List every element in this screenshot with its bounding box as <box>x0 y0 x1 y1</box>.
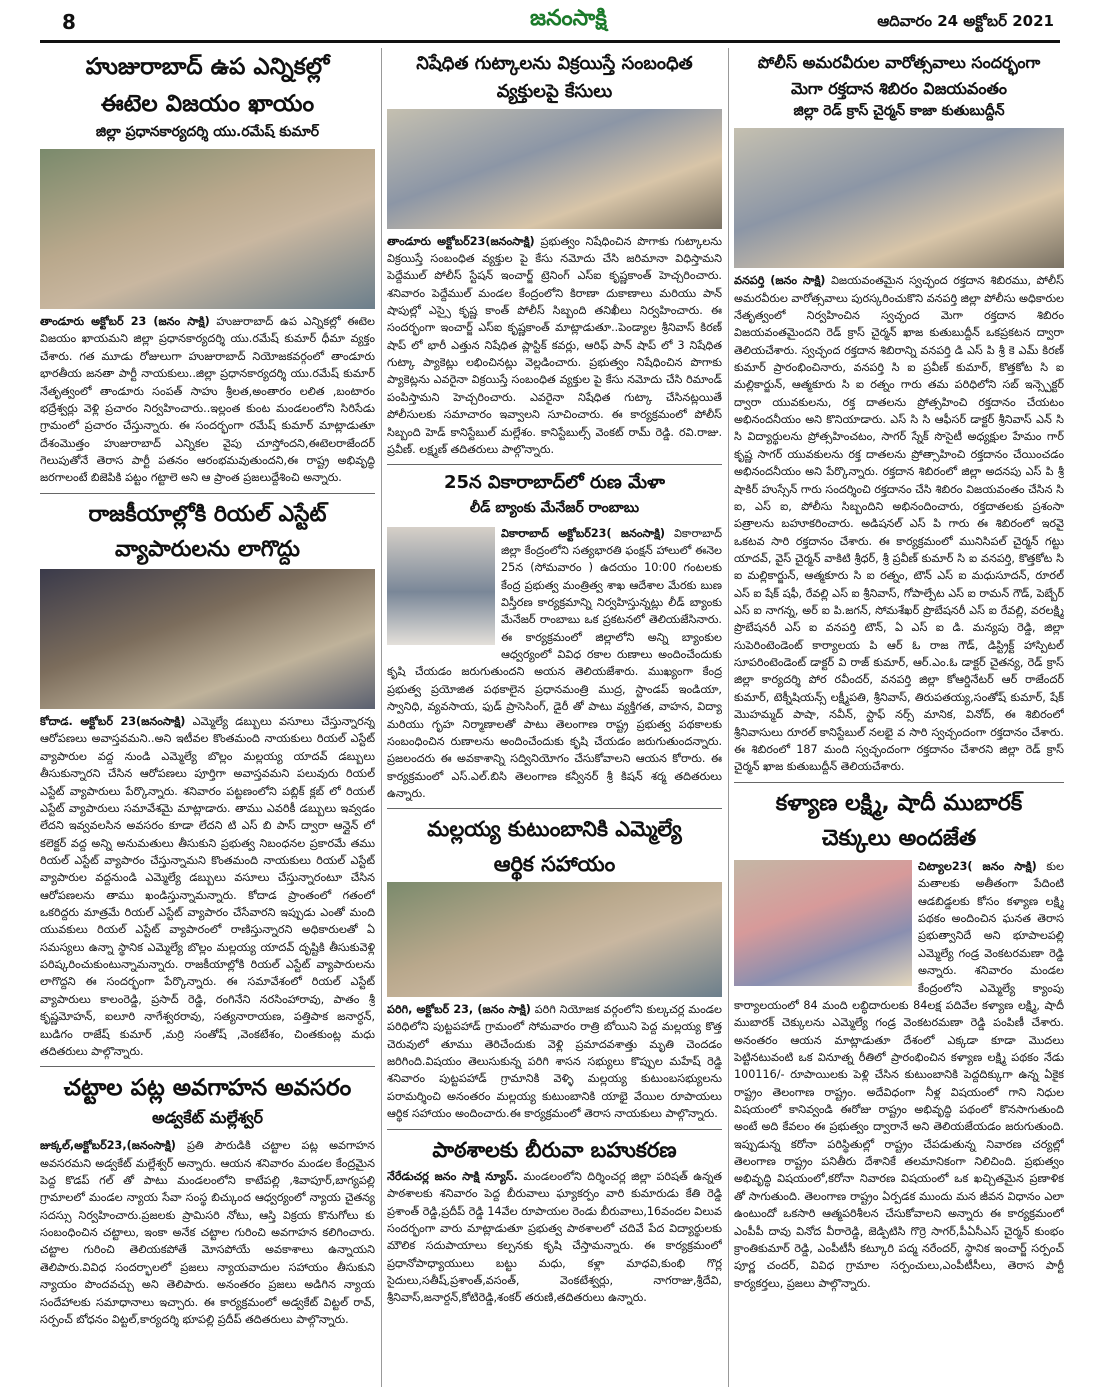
header-rule <box>40 40 1060 43</box>
article-body: చిట్యాల23( జనం సాక్షి) కుల మతాలకు అతీతంగా పేదింటి ఆడబిడ్డలకు కోసం కళ్యాణ లక్ష్మి పథకం అందించిన ఘనత తెరాస ప్రభుత్వానిదే అని భూపాలపల్లి ఎమ్మెల్యే గండ్ర వెంకటరమణా రెడ్డి అన్నారు. శనివారం మండల కేంద్రంలోని ఎమ్మెల్యే క్యాంపు కార్యాలయంలో 84 మంది లబ్ధిదారులకు 84లక్ష పదివేల కళ్యాణ లక్ష్మి, షాదీ ముబారక్ చెక్కులను ఎమ్మెల్యే గండ్ర వెంకటరమణా రెడ్డి పంపిణీ చేశారు. అనంతరం ఆయన మాట్లాడుతూ దేశంలో ఎక్కడా కూడా మొదలు పెట్టినటువంటి ఒక వినూత్న రీతిలో ప్రారంభించిన కళ్యాణ లక్ష్మి పథకం నేడు 100116/- రూపాయిలకు పెళ్లి చేసిన కుటుంబానికి పెద్దదిక్కుగా ఉన్న ఏకైక రాష్ట్రం తెలంగాణ రాష్ట్రం. అదేవిధంగా నీళ్ల విషయంలో గాని నిధుల విషయంలో కానివ్వండి ఈరోజు రాష్ట్రం అభివృద్ధి పథంలో కొనసాగుతుంది అంటే అది కేవలం ఈ ప్రభుత్వం ద్వారానే అని తెలియజేయడం జరుగుతుంది. ఇప్పుడున్న కరోనా పరిస్థితుల్లో రాష్ట్రం చేపడుతున్న నివారణ చర్యల్లో తెలంగాణ రాష్ట్రం పనితీరు దేశానికే తలమానికంగా నిలిచింది. ప్రభుత్వం అభివృద్ధి విషయంలో,కరోనా నివారణ విషయంలో ఒక ఖచ్చితమైన ప్రణాళిక తో సాగుతుంది. తెలంగాణ రాష్ట్రం ఏర్పడక ముందు మన జీవన విధానం ఎలా ఉంటుందో ఒకసారి ఆత్మపరిశీలన చేసుకోవాలని అన్నారు ఈ కార్యక్రమంలో ఎంపీపీ దావు వినోద వీరారెడ్డి, జెడ్పిటిసి గొర్రె సాగర్,పీఏసీఎస్ చైర్మన్ కుంభం క్రాంతికుమార్ రెడ్డి, ఎంపీటీసీ కట్కూరి పద్మ నరేందర్, స్థానిక ఇంచార్జ్ సర్పంచ్ పూర్ణ చందర్, వివిధ గ్రామాల సర్పంచులు,ఎంపీటీసీలు, తెరాస పార్టీ కార్యకర్తలు, ప్రజలు పాల్గొన్నారు. <box>734 859 1064 1290</box>
article-photo <box>734 128 1064 268</box>
column-left <box>40 48 375 1387</box>
article-photo <box>387 109 722 229</box>
byline: వికారాబాద్ అక్టోబర్23( జనంసాక్షి) <box>501 526 666 540</box>
article-body: వికారాబాద్ అక్టోబర్23( జనంసాక్షి) వికారాబాద్ జిల్లా కేంద్రంలోని సత్యభారతి ఫంక్షన్ హాలులో ఈనెల 25న (సోమవారం ) ఉదయం 10:00 గంటలకు కేంద్ర ప్రభుత్వ మంత్రిత్వ శాఖ ఆదేశాల మేరకు బుణ విస్తీరణ కార్యక్రమాన్ని నిర్వహిస్తున్నట్లు లీడ్ బ్యాంకు మేనేజర్ రాంబాబు ఒక ప్రకటనలో తెలియజేసినారు. ఈ కార్యక్రమంలో జిల్లాలోని అన్ని బ్యాంకుల ఆధ్వర్యంలో వివిధ రకాల రుణాలు అందించేందుకు కృషి చేయడం జరుగుతుందని అయన తెలియజేశారు. ముఖ్యంగా కేంద్ర ప్రభుత్వ ప్రయోజిత పథకాలైన ప్రధానమంత్రి ముద్ర, స్టాండప్ ఇండియా, స్వానిధి, వ్యవసాయ, ఫుడ్ ప్రాసెసింగ్, డైరీ తో పాటు వ్యక్తిగత, వాహన, విద్యా మరియు గృహ నిర్మాణాలతో పాటు తెలంగాణ రాష్ట్ర ప్రభుత్వ పథకాలకు సంబంధించిన రుణాలను అందించేందుకు కృషి చేయడం జరుగుతుందన్నారు. ప్రజలందరు ఈ అవకాశాన్ని సద్వినియోగం చేసుకోవాలని ఆయన కోరారు. ఈ కార్యక్రమంలో ఎస్.ఎల్.బిసి తెలంగాణ కన్వీనర్ శ్రీ కిషన్ శర్మ తదితరులు ఉన్నారు. <box>387 526 722 800</box>
subheadline: జిల్లా ప్రధానకార్యదర్శి యు.రమేష్ కుమార్ <box>95 124 320 141</box>
headline: మల్లయ్య కుటుంబానికి ఎమ్మెల్యే <box>427 817 682 842</box>
article-body: నేరేడుచర్ల జనం సాక్షి న్యూస్. మండలంలోని దిర్శించర్ల జిల్లా పరిషత్ ఉన్నత పాఠశాలకు శనివారం పెద్ద బీరువాలు ఘ్యాకర్పం వారి కుమారుడు కేతి రెడ్డి ప్రశాంత్ రెడ్డి,ప్రదీప్ రెడ్డి 14వేల రూపాయల రెండు బీరువాలు,16వందల విలువ సందర్భంగా వారు మాట్లాడుతూ ప్రభుత్వ పాఠశాలలో చదివే పేద విద్యార్థులకు మౌలిక సదుపాయాలు కల్పనకు కృషి చేస్తామన్నారు. ఈ కార్యక్రమంలో ప్రధానోపాధ్యాయులు బట్టు మధు, కళ్లా మాధవి,కుంభి గొర్ల సైదులు,సతీష్,ప్రశాంత్,వసంత్, వెంకటేశ్వర్లు, నాగరాజు,శ్రీదేవి, శ్రీనివాస్,జనార్దన్,కోటిరెడ్డి,శంకర్ తరుణి,తదితరులు ఉన్నారు. <box>387 1169 722 1305</box>
byline: జుక్కల్,అక్టోబర్23,(జనంసాక్షి) <box>40 1139 176 1153</box>
article-separator <box>734 782 1064 783</box>
article-separator <box>40 1066 375 1067</box>
headline: రాజకీయాల్లోకి రియల్ ఎస్టేట్ <box>88 501 327 527</box>
headline: పాఠశాలకు బీరువా బహుకరణ <box>432 1137 677 1162</box>
headline: కళ్యాణ లక్ష్మి, షాదీ ముబారక్ <box>775 790 1023 816</box>
article-real-estate <box>40 500 375 1061</box>
subheadline: లీడ్ బ్యాంకు మేనేజర్ రాంబాబు <box>469 499 640 516</box>
article-photo <box>734 860 912 986</box>
article-separator <box>40 493 375 494</box>
headline: పోలీస్ అమరవీరుల వారోత్సవాలు సందర్భంగా <box>757 53 1041 72</box>
headline: హుజురాబాద్ ఉప ఎన్నికల్లో <box>85 54 330 80</box>
headline: 25న వికారాబాద్‌లో రుణ మేళా <box>443 472 666 494</box>
headline: చట్టాల పట్ల అవగాహన అవసరం <box>63 1075 352 1102</box>
column-center <box>387 48 722 1387</box>
issue-date: ఆదివారం 24 అక్టోబర్ 2021 <box>877 12 1054 30</box>
article-photo <box>387 882 722 997</box>
headline: ఆర్థిక సహాయం <box>493 851 616 876</box>
article-huzurabad <box>40 52 375 487</box>
article-mallayya-aid <box>387 815 722 1122</box>
headline: వ్యక్తులపై కేసులు <box>496 81 613 103</box>
subheadline: అడ్వకేట్ మల్లేశ్వర్ <box>151 1108 264 1128</box>
column-divider <box>381 48 382 1387</box>
headline: నిషేధిత గుట్కాలను విక్రయిస్తే సంబంధిత <box>416 53 693 74</box>
article-photo <box>40 569 375 709</box>
article-body: పరిగి, అక్టోబర్ 23, (జనం సాక్షి) పరిగి నియోజక వర్గంలోని కుల్కచర్ల మండల పరిధిలోని పుట్టపహాడ్ గ్రామంలో సోమవారం రాత్రి బోయిని పెద్ద మల్లయ్య కొత్త చెరువులో తూము తెరిచేందుకు వెళ్లి ప్రమాదవశాత్తు మృతి చెందడం జరిగింది.విషయం తెలుసుకున్న పరిగి శాసన సభ్యులు కొప్పుల మహేష్ రెడ్డి శనివారం పుట్టపహాడ్ గ్రామానికి వెళ్ళి మల్లయ్య కుటుంబసభ్యులను పరామర్శించి అనంతరం మల్లయ్య కుటుంబానికి యాభై వేయిల రూపాయలు ఆర్థిక సహాయం అందించారు.ఈ కార్యక్రమంలో తెరాస నాయకులు పాల్గొన్నారు. <box>387 1003 722 1121</box>
column-divider <box>728 48 729 1387</box>
article-blood-donation <box>734 52 1064 776</box>
newspaper-logo: జనంసాక్షి <box>530 6 607 31</box>
article-school-almirah <box>387 1136 722 1307</box>
article-body: జుక్కల్,అక్టోబర్23,(జనంసాక్షి) ప్రతి పౌరుడికి చట్టాల పట్ల అవగాహన అవసరమని అడ్వకేట్ మల్లేశ్వర్ అన్నారు. ఆయన శనివారం మండల కేంద్రమైన పెద్ద కొడప్ గల్ తో పాటు మండలంలోని కాటేపల్లి ,శివాపూర్,బాగ్యపల్లి గ్రామాలలో మండల న్యాయ సేవా సంస్థ బిచ్కుంద ఆధ్వర్యంలో న్యాయ చైతన్య సదస్సు నిర్వహించారు.ప్రజలకు ప్రామిసరి నోటు, ఆస్తి విక్రయ కొనుగోలు కు సంబంధించిన చట్టాలు, ఇంకా అనేక చట్టాల గురించి అవగాహన కలిగించారు. చట్టాల గురించి తెలియకపోతే మోసపోయే అవకాశాలు ఉన్నాయని తెలిపారు.వివిధ సందర్భాలలో ప్రజలు న్యాయవాదుల సహాయం తీసుకుని న్యాయం పొందవచ్చు అని తెలిపారు. అనంతరం ప్రజలు అడిగిన న్యాయ సందేహాలకు సమాధానాలు ఇచ్చారు. ఈ కార్యక్రమంలో అడ్వకేట్ విట్టల్ రావ్, సర్పంచ్ బోధనం విట్టల్,కార్యదర్శి భూపల్లి ప్రదీప్ తదితరులు పాల్గొన్నారు. <box>40 1139 375 1326</box>
headline: మెగా రక్తదాన శిబిరం విజయవంతం <box>790 78 1008 98</box>
article-separator <box>387 1129 722 1130</box>
article-separator <box>387 808 722 809</box>
article-body: వనపర్తి (జనం సాక్షి) విజయవంతమైన స్వచ్ఛంద రక్తదాన శిబిరము, పోలీస్ అమరవీరుల వారోత్సవాలు పురస్కరించుకొని వనపర్తి జిల్లా పోలీసు అధికారుల నేతృత్వంలో నిర్వహించిన స్వచ్ఛంద మెగా రక్తదాన శిబిరం విజయవంతమైందని రెడ్ క్రాస్ చైర్మన్ ఖాజ కుతుబుద్దీన్ ఒకప్రకటన ద్వారా తెలియచేశారు. స్వచ్ఛంద రక్తదాన శిబిరాన్ని వనపర్తి డి ఎస్ పి శ్రీ కె ఎమ్ కిరణ్ కుమార్ ప్రారంభించినారు, వనపర్తి సి ఐ ప్రవీణ్ కుమార్, కొత్తకోట సి ఐ మల్లికార్జున్, ఆత్మకూరు సి ఐ రత్నం గారు తమ పరిధిలోని సబ్ ఇన్స్పెక్టర్ ద్వారా యువకులను, రక్త దాతలను ప్రోత్సహించి రక్తదానం చేయటం అభినందనీయం అని కొనియాడారు. ఎస్ సి సి ఆఫీసర్ డాక్టర్ శ్రీనివాస్ ఎన్ సి సి విద్యార్థులను ప్రోత్సహించటం, సాగర్ స్నేక్ సొసైటీ అధ్యక్షుల హేమం గార్ కృష్ణ సాగర్ యువకులను రక్త దాతలను ప్రోత్సాహించి రక్తదానం చేయించడం అభినందనీయం అని పేర్కొన్నారు. రక్తదాన శిబిరంలో జిల్లా అదనపు ఎస్ పి శ్రీ షాకిర్ హుస్సేన్ గారు సందర్శించి రక్తదానం చేసి శిబిరం విజయవంతం చేసిన సి ఐ, ఎస్ ఐ, పోలీసు సిబ్బందిని అభినందించారు, రక్తదాతలకు ప్రశంసా పత్రాలను బహూకరించారు. అడిషనల్ ఎస్ పి గారు ఈ శిబిరంలో ఇరవై ఒకటవ సారి రక్తదానం చేశారు. ఈ కార్యక్రమంలో మునిసిపల్ చైర్మన్ గట్టు యాదవ్, వైస్ చైర్మన్ వాకిటి శ్రీధర్, శ్రీ ప్రవీణ్ కుమార్ సి ఐ వనపర్తి, కొత్తకోట సి ఐ మల్లికార్జున్, ఆత్మకూరు సి ఐ రత్నం, టౌన్ ఎస్ ఐ మధుసూదన్, రూరల్ ఎస్ ఐ షేక్ షఫీ, రేవల్లి ఎస్ ఐ శ్రీనివాస్, గోపాల్పేట ఎస్ ఐ రామన్ గౌడ్, పెబ్బేర్ ఎస్ ఐ నాగన్న, అర్ ఐ పి.జగన్, సోమశేఖర్ ప్రొబేషనరీ ఎస్ ఐ రేవల్లి, వరలక్ష్మి ప్రొబేషనరీ ఎస్ ఐ వనపర్తి టౌన్, ఏ ఎస్ ఐ డి. మన్యపు రెడ్డి, జిల్లా సుపెరింటెండెంట్ కార్యాలయ పి ఆర్ ఓ రాజ గౌడ్, డిస్ట్రిక్ట్ హాస్పిటల్ సూపరింటెండెంట్ డాక్టర్ వి రాజ్ కుమార్, ఆర్.ఎం.ఓ డాక్టర్ చైతన్య, రెడ్ క్రాస్ జిల్లా కార్యదర్శి పోర రవీందర్, వనపర్తి జిల్లా కోఆర్డినేటర్ ఆర్ రాజేందర్ కుమార్, టెక్నీషియన్స్ లక్ష్మీపతి, శ్రీనివాస్, తిరుపతయ్య,సంతోష్ కుమార్, షేక్ మొహమ్మద్ పాషా, నవీన్, స్టాఫ్ నర్స్ మానిక, వినోద్, ఈ శిబిరంలో శ్రీనివాసులు రూరల్ కానిస్టేబుల్ నలభై వ సారి స్వచ్చందంగా రక్తదానం చేశారు. ఈ శిబిరంలో 187 మంది స్వచ్ఛందంగా రక్తదానం చేశారని జిల్లా రెడ్ క్రాస్ చైర్మన్ ఖాజ కుతుబుద్దీన్ తెలియచేశారు. <box>734 274 1064 774</box>
byline: చిట్యాల23( జనం సాక్షి) <box>918 859 1037 873</box>
article-gutka <box>387 52 722 458</box>
column-right <box>734 48 1064 1387</box>
article-separator <box>387 464 722 465</box>
subheadline: జిల్లా రెడ్ క్రాస్ చైర్మన్ కాజా కుతుబుద్దీన్ <box>793 103 1005 120</box>
article-body: తాండూరు అక్టోబర్23(జనంసాక్షి) ప్రభుత్వం నిషేధించిన పొగాకు గుట్కాలను విక్రయిస్తే సంబంధిత వ్యక్తుల పై కేసు నమోదు చేసి జరిమానా విధిస్తామని పెద్దేముల్ పోలీస్ స్టేషన్ ఇంచార్జ్ ట్రెనింగ్ ఎస్ఐ కృష్ణకాంత్ హెచ్చరించారు. శనివారం పెద్దేముల్ మండల కేంద్రంలోని కిరాణా దుకాణాలు మరియు పాన్ షాపుల్లో ఎస్సై కృష్ణ కాంత్ పోలీస్ సిబ్బంది తనిఖీలు నిర్వహించారు. ఈ సందర్భంగా ఇంచార్జ్ ఎస్ఐ కృష్ణకాంత్ మాట్లాడుతూ..పెండ్యాల శ్రీనివాస్ కిరణ్ షాప్ లో భారీ ఎత్తున నిషేధిత ప్లాస్టిక్ కవర్లు, ఆరిఫ్ పాన్ షాప్ లో 3 నిషేధిత గుట్కా ప్యాకెట్లు లభించినట్లు వెల్లడించారు. ప్రభుత్వం నిషేధించిన పొగాకు ప్యాకెట్లను ఎవరైనా విక్రయిస్తే సంబంధిత వ్యక్తుల పై కేసు నమోదు చేసి రిమాండ్ పంపిస్తామని హెచ్చరించారు. ఎవరైనా నిషేధిత గుట్కా చేసినట్లయితే పోలీసులకు సమాచారం ఇవ్వాలని సూచించారు. ఈ కార్యక్రమంలో పోలీస్ సిబ్బంది హెడ్ కానిస్టేబుల్ మల్లేశం. కానిస్టేబుల్స్ వెంకట్ రామ్ రెడ్డి. రవి.రాజు. ప్రవీణ్. లక్ష్మణ్ తదితరులు పాల్గొన్నారు. <box>387 234 722 456</box>
headline: వ్యాపారులను లాగొద్దు <box>114 537 301 563</box>
article-laws-awareness <box>40 1073 375 1328</box>
article-loan-mela <box>387 471 722 802</box>
headline: ఈటెల విజయం ఖాయం <box>100 91 315 118</box>
byline: తాండూరు అక్టోబర్23(జనంసాక్షి) <box>387 234 535 248</box>
portrait-photo <box>387 527 495 645</box>
byline: వనపర్తి (జనం సాక్షి) <box>734 274 826 288</box>
article-body: తాండూరు అక్టోబర్ 23 (జనం సాక్షి) హుజురాబాద్ ఉప ఎన్నికల్లో ఈటెల విజయం ఖాయమని జిల్లా ప్రధానకార్యదర్శి యు.రమేష్ కుమార్ ధీమా వ్యక్తం చేశారు. గత మూడు రోజులుగా హుజురాబాద్ నియోజకవర్గంలో తాండూరు భారతీయ జనతా పార్టీ నాయకులు..జిల్లా ప్రధానకార్యదర్శి యు.రమేష్ కుమార్ నేతృత్వంలో తాండూరు సంపత్ సాహు శ్రీలత,అంతారం లలిత ,బంటారం భద్రేశ్వర్లు వెళ్లి ప్రచారం నిర్వహించారు..ఇల్లంత కుంట మండలంలోని సిరిసేడు గ్రామంలో ప్రచారం చేస్తున్నారు. ఈ సందర్భంగా రమేష్ కుమార్ మాట్లాడుతూ దేశంమొత్తం హుజురాబాద్ ఎన్నికల వైపు చూస్తోందని,ఈటెలరాజేందర్ గెలుపుతోనే తెరాస పార్టీ పతనం ఆరంభమవుతుందని,ఈ రాష్ట్ర అభివృద్ధి జరగాలంటే బిజెపికి పట్టం గట్టాలె అని ఆ ప్రాంత ప్రజలుద్దేశించి అన్నారు. <box>40 315 375 485</box>
page-number: 8 <box>62 10 76 34</box>
headline: చెక్కులు అందజేత <box>821 826 977 852</box>
byline: నేరేడుచర్ల జనం సాక్షి న్యూస్. <box>387 1169 518 1183</box>
byline: కోదాడ. అక్టోబర్ 23(జనంసాక్షి) <box>40 715 186 729</box>
article-body: కోదాడ. అక్టోబర్ 23(జనంసాక్షి) ఎమ్మెల్యే డబ్బులు వసూలు చేస్తున్నారన్న ఆరోపణలు అవాస్తవమని..అని ఇటీవల కొంతమంది నాయకులు రియల్ ఎస్టేట్ వ్యాపారుల వద్ద నుండి ఎమ్మెల్యే బొల్లం మల్లయ్య యాదవ్ డబ్బులు తీసుకున్నారని చేసిన ఆరోపణలు పూర్తిగా అవాస్తవమని పలువురు రియల్ ఎస్టేట్ వ్యాపారులు పేర్కొన్నారు. శనివారం పట్టణంలోని పబ్లిక్ క్లబ్ లో రియల్ ఎస్టేట్ వ్యాపారులు సమావేశమై మాట్లాడారు. తాము ఎవరికీ డబ్బులు ఇవ్వడం లేదని ఇవ్వవలసిన అవసరం కూడా లేదని టి ఎస్ బి పాస్ ద్వారా ఆన్లైన్ లో కలెక్టర్ వద్ద అన్ని అనుమతులు తీసుకుని ప్రభుత్వ నిబంధనల ప్రకారమే తము రియల్ ఎస్టేట్ వ్యాపారం చేస్తున్నామని కొంతమంది నాయకులు రియల్ ఎస్టేట్ వ్యాపారుల వద్దనుండి ఎమ్మెల్యే డబ్బులు వసూలు చేస్తున్నారంటూ చేసిన ఆరోపణలను తాము ఖండిస్తున్నామన్నారు. కోదాడ ప్రాంతంలో గతంలో ఒకరిద్దరు మాత్రమే రియల్ ఎస్టేట్ వ్యాపారం చేసేవారని ఇప్పుడు ఎంతో మంది యువకులు రియల్ ఎస్టేట్ వ్యాపారంలో రాణిస్తున్నారని అధికారులతో ఏ సమస్యలు ఉన్నా స్థానిక ఎమ్మెల్యే బొల్లం మల్లయ్య యాదవ్ దృష్టికి తీసుకువెళ్లి పరిష్కరించుకుంటున్నామన్నారు. రాజకీయాల్లోకి రియల్ ఎస్టేట్ వ్యాపారులను లాగొద్దని ఈ సందర్భంగా పేర్కొన్నారు. ఈ సమావేశంలో రియల్ ఎస్టేట్ వ్యాపారులు కాలంరెడ్డి, ప్రసాద్ రెడ్డి, రంగినేని నరసింహారావు, పాతం శ్రీ కృష్ణమోహన్, ఐలూరి నాగేశ్వరరావు, సత్యనారాయణ, పత్తిపాక జనార్ధన్, బుడిగం రాజేష్ కుమార్ ,మర్రి సంతోష్ ,వెంకటేశం, చింతకుంట్ల మధు తదితరులు పాల్గొన్నారు. <box>40 715 375 1058</box>
byline: పరిగి, అక్టోబర్ 23, (జనం సాక్షి) <box>387 1003 531 1016</box>
article-kalyana-lakshmi <box>734 789 1064 1292</box>
article-photo <box>40 149 375 309</box>
masthead <box>0 0 1100 44</box>
byline: తాండూరు అక్టోబర్ 23 (జనం సాక్షి) <box>40 315 210 329</box>
